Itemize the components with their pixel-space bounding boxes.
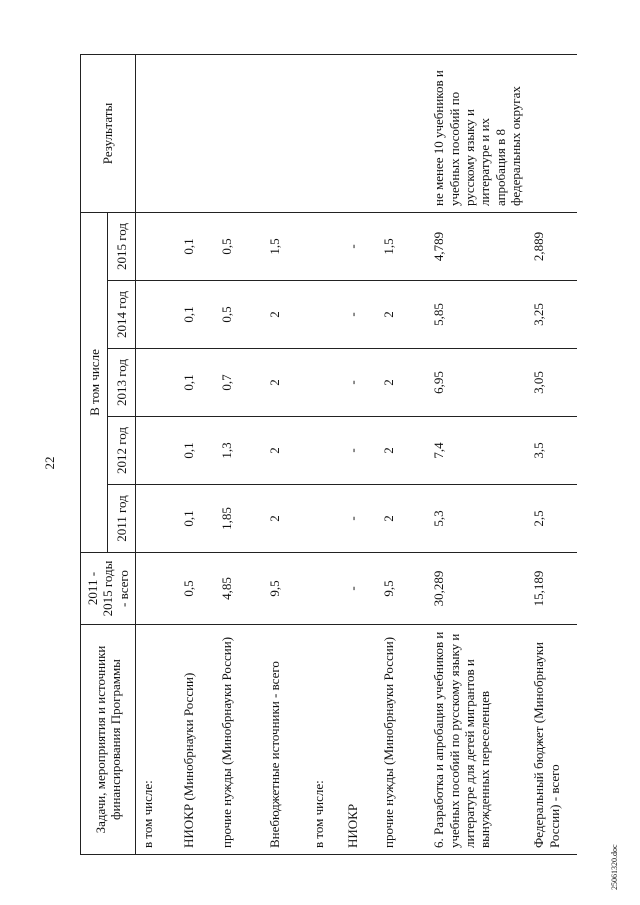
header-year-2011: 2011 год	[108, 485, 136, 553]
row-2011: 1,85	[215, 485, 263, 553]
row-total: 4,85	[215, 553, 263, 625]
row-result	[341, 55, 377, 213]
row-2013: 0,1	[177, 349, 215, 417]
row-2015: -	[341, 213, 377, 281]
row-total: 15,189	[527, 553, 577, 625]
row-result	[527, 55, 577, 213]
row-2014: 3,25	[527, 281, 577, 349]
row-task: Федеральный бюджет (Минобрнауки России) - всего	[527, 625, 577, 855]
row-2012	[135, 417, 177, 485]
row-2014: 0,5	[215, 281, 263, 349]
table-row	[307, 55, 341, 855]
row-2011: 2	[263, 485, 307, 553]
row-2012: 3,5	[527, 417, 577, 485]
row-result: не менее 10 учебников и учебных пособий по русскому языку и литературе и их апробация в 8 федеральных округах	[427, 55, 527, 213]
row-2015: 1,5	[377, 213, 427, 281]
row-total: 0,5	[177, 553, 215, 625]
row-2015	[135, 213, 177, 281]
row-2014: 5,85	[427, 281, 527, 349]
header-total: 2011 - 2015 годы - всего	[81, 553, 136, 625]
row-result	[263, 55, 307, 213]
table-row	[341, 55, 377, 855]
row-2014	[135, 281, 177, 349]
row-2012: 7,4	[427, 417, 527, 485]
row-2015: 0,1	[177, 213, 215, 281]
row-2015: 4,789	[427, 213, 527, 281]
header-task: Задачи, мероприятия и источники финансирования Программы	[81, 625, 136, 855]
row-result	[307, 55, 341, 213]
rotated-page-content	[80, 55, 600, 855]
row-2013	[307, 349, 341, 417]
row-task: прочие нужды (Минобрнауки России)	[377, 625, 427, 855]
row-result	[215, 55, 263, 213]
table-row	[427, 55, 527, 855]
header-year-2013: 2013 год	[108, 349, 136, 417]
row-task: прочие нужды (Минобрнауки России)	[215, 625, 263, 855]
row-task: НИОКР (Минобрнауки России)	[177, 625, 215, 855]
row-2011: 0,1	[177, 485, 215, 553]
row-task: Внебюджетные источники - всего	[263, 625, 307, 855]
row-2014: 2	[263, 281, 307, 349]
row-2012: 2	[263, 417, 307, 485]
row-2013: 2	[377, 349, 427, 417]
row-2012: 2	[377, 417, 427, 485]
row-2013: 3,05	[527, 349, 577, 417]
table-row	[135, 55, 177, 855]
row-2014: 2	[377, 281, 427, 349]
row-2013: 6,95	[427, 349, 527, 417]
row-total: 30,289	[427, 553, 527, 625]
header-results: Результаты	[81, 55, 136, 213]
row-2012: -	[341, 417, 377, 485]
row-2012	[307, 417, 341, 485]
row-total: 9,5	[377, 553, 427, 625]
row-2011: 2	[377, 485, 427, 553]
row-2015: 0,5	[215, 213, 263, 281]
table-wrapper	[80, 55, 600, 855]
row-2011: -	[341, 485, 377, 553]
row-task: в том числе:	[135, 625, 177, 855]
row-2014	[307, 281, 341, 349]
row-task: 6. Разработка и апробация учебников и учебных пособий по русскому языку и литературе для детей мигрантов и вынужденных переселенцев	[427, 625, 527, 855]
row-task: в том числе:	[307, 625, 341, 855]
header-year-2012: 2012 год	[108, 417, 136, 485]
row-2012: 0,1	[177, 417, 215, 485]
row-2011	[307, 485, 341, 553]
header-year-2015: 2015 год	[108, 213, 136, 281]
row-total	[307, 553, 341, 625]
row-2015	[307, 213, 341, 281]
row-result	[177, 55, 215, 213]
row-result	[377, 55, 427, 213]
table-row	[263, 55, 307, 855]
header-year-2014: 2014 год	[108, 281, 136, 349]
document-file-code: 25061320.doc	[610, 844, 619, 890]
row-task: НИОКР	[341, 625, 377, 855]
row-result	[135, 55, 177, 213]
row-2015: 1,5	[263, 213, 307, 281]
row-2015: 2,889	[527, 213, 577, 281]
program-financing-table	[80, 54, 577, 855]
row-2011: 2,5	[527, 485, 577, 553]
row-2013: -	[341, 349, 377, 417]
table-row	[527, 55, 577, 855]
row-2014: -	[341, 281, 377, 349]
header-row-1	[81, 55, 108, 855]
table-row	[177, 55, 215, 855]
row-2011	[135, 485, 177, 553]
page-number: 22	[42, 456, 57, 470]
header-including: В том числе	[81, 213, 108, 553]
row-2012: 1,3	[215, 417, 263, 485]
row-2013: 2	[263, 349, 307, 417]
row-2014: 0,1	[177, 281, 215, 349]
row-total	[135, 553, 177, 625]
row-total: -	[341, 553, 377, 625]
row-2011: 5,3	[427, 485, 527, 553]
table-row	[377, 55, 427, 855]
row-total: 9,5	[263, 553, 307, 625]
row-2013	[135, 349, 177, 417]
row-2013: 0,7	[215, 349, 263, 417]
table-row	[215, 55, 263, 855]
